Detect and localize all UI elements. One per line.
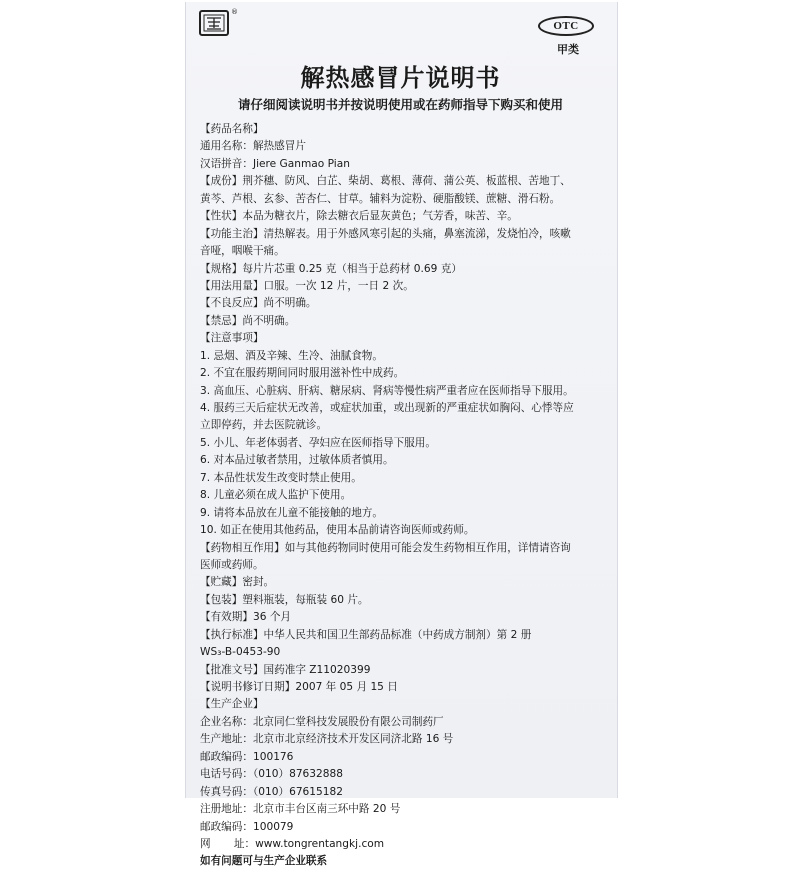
website-value: 址：www.tongrentangkj.com	[233, 837, 385, 850]
packaging-line: 【包装】塑料瓶装，每瓶装 60 片。	[200, 593, 369, 606]
revision-date-line: 【说明书修订日期】2007 年 05 月 15 日	[200, 681, 398, 693]
description-line: 【性状】本品为糖衣片，除去糖衣后显灰黄色；气芳香，味苦、辛。	[200, 210, 518, 223]
section-manufacturer: 【生产企业】	[200, 698, 264, 711]
standard-code-line: WS₃-B-0453-90	[200, 646, 281, 659]
logo-seal-icon	[203, 14, 225, 32]
precaution-item: 8. 儿童必须在成人监护下使用。	[200, 489, 352, 502]
precaution-item: 3. 高血压、心脏病、肝病、糖尿病、肾病等慢性病严重者应在医师指导下服用。	[200, 384, 574, 397]
precaution-item: 2. 不宜在服药期间同时服用滋补性中成药。	[200, 367, 405, 380]
specification-line: 【规格】每片片芯重 0.25 克（相当于总药材 0.69 克）	[200, 262, 462, 275]
contact-note: 如有问题可与生产企业联系	[200, 855, 328, 868]
section-precautions: 【注意事项】	[200, 332, 264, 345]
registered-mark-icon: ®	[231, 8, 238, 16]
storage-line: 【贮藏】密封。	[200, 576, 275, 589]
section-drug-name: 【药品名称】	[200, 123, 264, 135]
company-name-line: 企业名称：北京同仁堂科技发展股份有限公司制药厂	[200, 715, 444, 728]
drug-interactions-line: 【药物相互作用】如与其他药物同时使用可能会发生药物相互作用，详情请咨询	[200, 541, 571, 554]
document-title: 解热感冒片说明书	[300, 64, 501, 92]
indications-line: 【功能主治】清热解表。用于外感风寒引起的头痛，鼻塞流涕，发烧怕冷，咳嗽	[200, 227, 571, 240]
contraindications-line: 【禁忌】尚不明确。	[200, 314, 296, 327]
website-line	[200, 836, 612, 853]
postal-code-line: 邮政编码：100176	[200, 750, 294, 763]
registered-address-line: 注册地址：北京市丰台区南三环中路 20 号	[200, 803, 401, 816]
leaflet-body	[200, 121, 612, 871]
precaution-item: 9. 请将本品放在儿童不能接触的地方。	[200, 506, 383, 519]
shelf-life-line: 【有效期】36 个月	[200, 611, 292, 624]
ingredients-line-cont: 黄芩、芦根、玄参、苦杏仁、甘草。辅料为淀粉、硬脂酸镁、蔗糖、滑石粉。	[200, 192, 561, 205]
precaution-item: 10. 如正在使用其他药品，使用本品前请咨询医师或药师。	[200, 524, 475, 537]
production-address-line: 生产地址：北京市北京经济技术开发区同济北路 16 号	[200, 733, 454, 746]
precaution-item: 4. 服药三天后症状无改善，或症状加重，或出现新的严重症状如胸闷、心悸等应	[200, 402, 574, 414]
standard-line: 【执行标准】中华人民共和国卫生部药品标准（中药成方制剂）第 2 册	[200, 628, 532, 641]
tongrentang-logo	[199, 10, 229, 36]
precaution-item: 7. 本品性状发生改变时禁止使用。	[200, 471, 362, 484]
postal-code-line-2: 邮政编码：100079	[200, 820, 294, 833]
adverse-reactions-line: 【不良反应】尚不明确。	[200, 297, 317, 310]
fax-number-line: 传真号码：（010）67615182	[200, 785, 343, 798]
drug-interactions-line-cont: 医师或药师。	[200, 558, 264, 571]
document-subtitle: 请仔细阅读说明书并按说明使用或在药师指导下购买和使用	[237, 97, 563, 112]
generic-name-line: 通用名称：解热感冒片	[200, 140, 306, 153]
pinyin-name-line: 汉语拼音：Jiere Ganmao Pian	[200, 157, 350, 170]
dosage-line: 【用法用量】口服。一次 12 片，一日 2 次。	[200, 279, 414, 292]
precaution-item: 6. 对本品过敏者禁用，过敏体质者慎用。	[200, 454, 394, 467]
precaution-item: 1. 忌烟、酒及辛辣、生冷、油腻食物。	[200, 349, 383, 362]
otc-badge: OTC	[538, 16, 594, 36]
precaution-item: 5. 小儿、年老体弱者、孕妇应在医师指导下服用。	[200, 436, 436, 449]
phone-number-line: 电话号码：（010）87632888	[200, 768, 343, 781]
ingredients-line: 【成份】荆芥穗、防风、白芷、柴胡、葛根、薄荷、蒲公英、板蓝根、苦地丁、	[200, 175, 571, 188]
approval-number-line: 【批准文号】国药准字 Z11020399	[200, 663, 371, 676]
otc-class-label: 甲类	[557, 43, 579, 56]
website-label-start: 网	[200, 837, 211, 850]
precaution-item-cont: 立即停药，并去医院就诊。	[200, 419, 328, 432]
indications-line-cont: 音哑，咽喉干痛。	[200, 245, 285, 258]
